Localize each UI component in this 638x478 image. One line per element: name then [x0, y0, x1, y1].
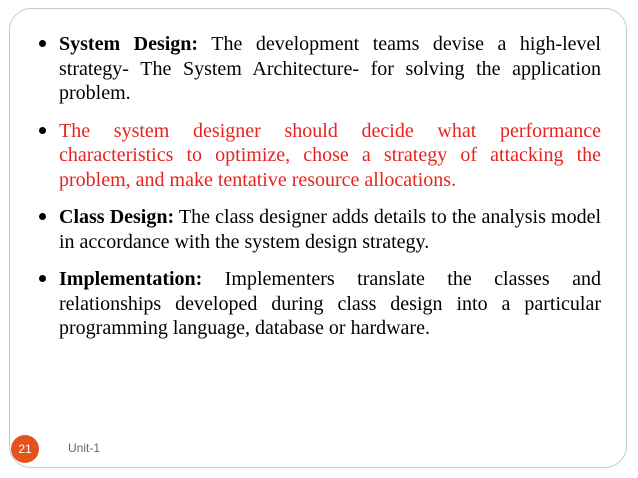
bullet-system-designer: [39, 119, 601, 193]
bullet-list: [39, 32, 601, 354]
bullet-dot-icon: [39, 127, 46, 134]
footer-label: Unit-1: [68, 441, 101, 455]
bullet-text: The development teams devise a high-level strategy- The System Architecture- for solving the application problem.: [59, 33, 601, 104]
bullet-dot-icon: [39, 213, 46, 220]
bullet-term: Implementation:: [59, 268, 203, 290]
bullet-dot-icon: [39, 40, 46, 47]
bullet-text: The system designer should decide what performance characteristics to optimize, chose a strategy of attacking the problem, and make tentative resource allocations.: [59, 119, 601, 191]
bullet-text: Implementers translate the classes and relationships developed during class design into a particular programming language, database or hardware.: [59, 268, 601, 339]
bullet-system-design: [39, 32, 601, 106]
bullet-term: Class Design:: [59, 206, 175, 228]
bullet-implementation: [39, 267, 601, 341]
bullet-text: The class designer adds details to the analysis model in accordance with the system design strategy.: [59, 206, 601, 253]
bullet-term: System Design:: [59, 33, 199, 55]
bullet-dot-icon: [39, 275, 46, 282]
bullet-class-design: [39, 205, 601, 254]
page-number-badge: 21: [11, 435, 39, 463]
